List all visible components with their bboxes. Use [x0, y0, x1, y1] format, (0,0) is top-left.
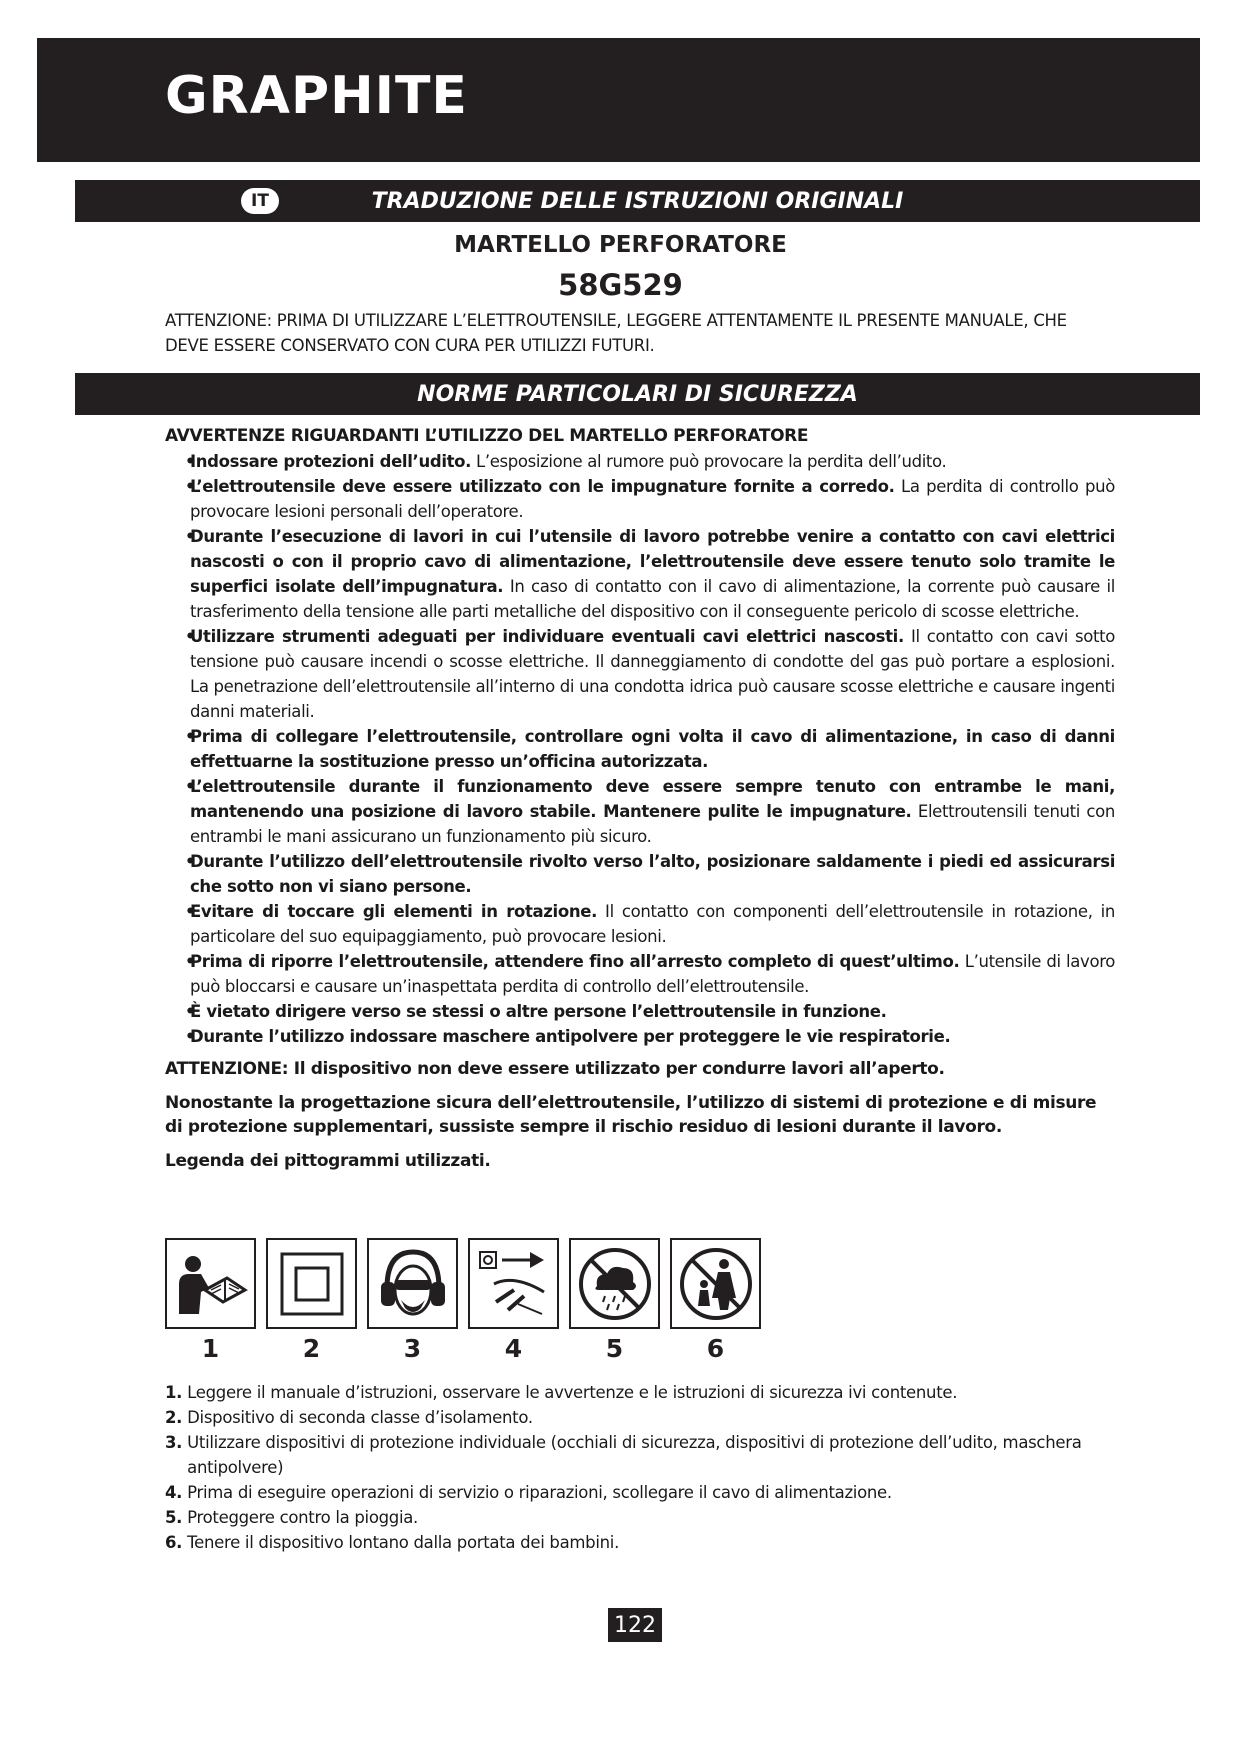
pictogram-row [165, 1238, 761, 1329]
residual-risk-note: Nonostante la progettazione sicura dell’elettroutensile, l’utilizzo di sistemi di protezione e di misure di protezione supplementari, sussiste sempre il rischio residuo di lesioni durante il lavoro. [165, 1093, 1097, 1137]
legend-title: Legenda dei pittogrammi utilizzati. [165, 1151, 491, 1171]
class-ii-insulation-icon [266, 1238, 357, 1329]
safety-rule: • È vietato dirigere verso se stessi o altre persone l’elettroutensile in funzione. [165, 999, 1115, 1024]
safety-rule: • L’elettroutensile deve essere utilizzato con le impugnature fornite a corredo. La perdita di controllo può provocare lesioni personali dell’operatore. [165, 474, 1115, 524]
legend-item: 2. Dispositivo di seconda classe d’isolamento. [165, 1408, 533, 1427]
outdoor-warning: ATTENZIONE: Il dispositivo non deve essere utilizzato per condurre lavori all’aperto. [165, 1059, 945, 1079]
pictogram-number: 4 [504, 1334, 523, 1363]
safety-content [165, 424, 1115, 1173]
product-code: 58G529 [558, 268, 683, 302]
pictogram-number: 6 [706, 1334, 725, 1363]
safety-rule: • L’elettroutensile durante il funzionamento deve essere sempre tenuto con entrambe le mani, mantenendo una posizione di lavoro stabile. Mantenere pulite le impugnature. Elettroutensili tenuti con entrambi le mani assicurano un funzionamento più sicuro. [165, 774, 1115, 849]
title-bar [75, 180, 1200, 222]
header-bar [37, 38, 1200, 162]
safety-rule: • Durante l’utilizzo dell’elettroutensile rivolto verso l’alto, posizionare saldamente i piedi ed assicurarsi che sotto non vi siano persone. [165, 849, 1115, 899]
safety-rule: • Durante l’utilizzo indossare maschere antipolvere per proteggere le vie respiratorie. [165, 1024, 1115, 1049]
safety-rule: • Durante l’esecuzione di lavori in cui l’utensile di lavoro potrebbe venire a contatto con cavi elettrici nascosti o con il proprio cavo di alimentazione, l’elettroutensile deve essere tenuto solo tramite le superfici isolate dell’impugnatura. In caso di contatto con il cavo di alimentazione, la corrente può causare il trasferimento della tensione alle parti metalliche del dispositivo con il conseguente pericolo di scosse elettriche. [165, 524, 1115, 624]
legend-item: 6. Tenere il dispositivo lontano dalla portata dei bambini. [165, 1533, 620, 1552]
pictogram-number: 5 [605, 1334, 624, 1363]
safety-rule: • Utilizzare strumenti adeguati per individuare eventuali cavi elettrici nascosti. Il contatto con cavi sotto tensione può causare incendi o scosse elettriche. Il danneggiamento di condotte del gas può portare a esplosioni. La penetrazione dell’elettroutensile all’interno di una condotta idrica può causare scosse elettriche e causare ingenti danni materiali. [165, 624, 1115, 724]
intro-warning: ATTENZIONE: PRIMA DI UTILIZZARE L’ELETTROUTENSILE, LEGGERE ATTENTAMENTE IL PRESENTE MANUALE, CHE DEVE ESSERE CONSERVATO CON CURA PER UTILIZZI FUTURI. [165, 311, 1067, 355]
legend-item: 1. Leggere il manuale d’istruzioni, osservare le avvertenze e le istruzioni di sicurezza ivi contenute. [165, 1383, 958, 1402]
safety-rule: • Evitare di toccare gli elementi in rotazione. Il contatto con componenti dell’elettroutensile in rotazione, in particolare del suo equipaggiamento, può provocare lesioni. [165, 899, 1115, 949]
pictogram-number: 1 [201, 1334, 220, 1363]
read-manual-icon [165, 1238, 256, 1329]
page-number: 122 [608, 1608, 662, 1642]
pictogram-numbers [165, 1334, 761, 1363]
legend-item: 4. Prima di eseguire operazioni di servizio o riparazioni, scollegare il cavo di alimentazione. [165, 1483, 892, 1502]
document-title: TRADUZIONE DELLE ISTRUZIONI ORIGINALI [371, 188, 904, 214]
safety-rule: • Prima di riporre l’elettroutensile, attendere fino all’arresto completo di quest’ultimo. L’utensile di lavoro può bloccarsi e causare un’inaspettata perdita di controllo dell’elettroutensile. [165, 949, 1115, 999]
safety-bar [75, 373, 1200, 415]
legend-item: 3. Utilizzare dispositivi di protezione individuale (occhiali di sicurezza, dispositivi di protezione dell’udito, maschera antipolvere) [165, 1433, 1082, 1477]
brand-logo: GRAPHITE [165, 66, 468, 126]
pictogram-number: 3 [403, 1334, 422, 1363]
no-rain-icon [569, 1238, 660, 1329]
product-name: MARTELLO PERFORATORE [454, 232, 787, 258]
safety-rule: • Prima di collegare l’elettroutensile, controllare ogni volta il cavo di alimentazione, in caso di danni effettuarne la sostituzione presso un’officina autorizzata. [165, 724, 1115, 774]
legend-item: 5. Proteggere contro la pioggia. [165, 1508, 419, 1527]
pictogram-number: 2 [302, 1334, 321, 1363]
safety-rules-list [165, 449, 1115, 1049]
keep-away-children-icon [670, 1238, 761, 1329]
language-badge: IT [241, 188, 279, 214]
section-heading: AVVERTENZE RIGUARDANTI L’UTILIZZO DEL MARTELLO PERFORATORE [165, 426, 809, 446]
safety-rule: • Indossare protezioni dell’udito. L’esposizione al rumore può provocare la perdita dell’udito. [165, 449, 1115, 474]
safety-title: NORME PARTICOLARI DI SICUREZZA [417, 381, 858, 407]
protective-equipment-icon [367, 1238, 458, 1329]
pictogram-legend [165, 1380, 1125, 1555]
unplug-before-service-icon [468, 1238, 559, 1329]
